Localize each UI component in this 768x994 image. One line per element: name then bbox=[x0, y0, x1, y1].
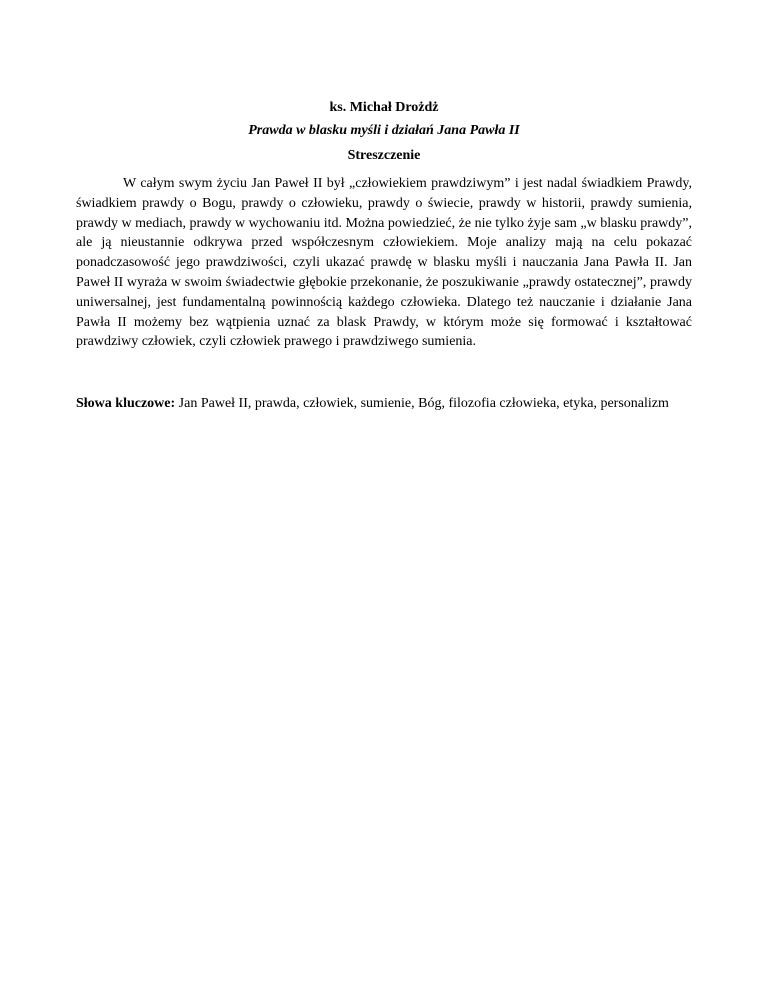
abstract-heading: Streszczenie bbox=[347, 148, 421, 163]
keywords-paragraph bbox=[76, 394, 676, 413]
document-page bbox=[76, 0, 692, 994]
abstract-paragraph: W całym swym życiu Jan Paweł II był „człowiekiem prawdziwym” i jest nadal świadkiem Prawdy, świadkiem prawdy o Bogu, prawdy o człowieku, prawdy o świecie, prawdy w historii, prawdy sumienia, prawdy w mediach, prawdy w wychowaniu itd. Można powiedzieć, że nie tylko żyje sam „w blasku prawdy”, ale ją nieustannie odkrywa przed współczesnym człowiekiem. Moje analizy mają na celu pokazać ponadczasowość jego prawdziwości, czyli ukazać prawdę w blasku myśli i nauczania Jana Pawła II. Jan Paweł II wyraża w swoim świadectwie głębokie przekonanie, że poszukiwanie „prawdy ostatecznej”, prawdy uniwersalnej, jest fundamentalną powinnością każdego człowieka. Dlatego też nauczanie i działanie Jana Pawła II możemy bez wątpienia uznać za blask Prawdy, w którym może się formować i kształtować prawdziwy człowiek, czyli człowiek prawego i prawdziwego sumienia. bbox=[76, 176, 692, 350]
keywords-label: Słowa kluczowe: bbox=[76, 396, 176, 411]
article-title: Prawda w blasku myśli i działań Jana Pawła II bbox=[248, 123, 520, 138]
keywords-list: Jan Paweł II, prawda, człowiek, sumienie, Bóg, filozofia człowieka, etyka, personalizm bbox=[175, 396, 669, 411]
author-name: ks. Michał Drożdż bbox=[329, 100, 439, 115]
